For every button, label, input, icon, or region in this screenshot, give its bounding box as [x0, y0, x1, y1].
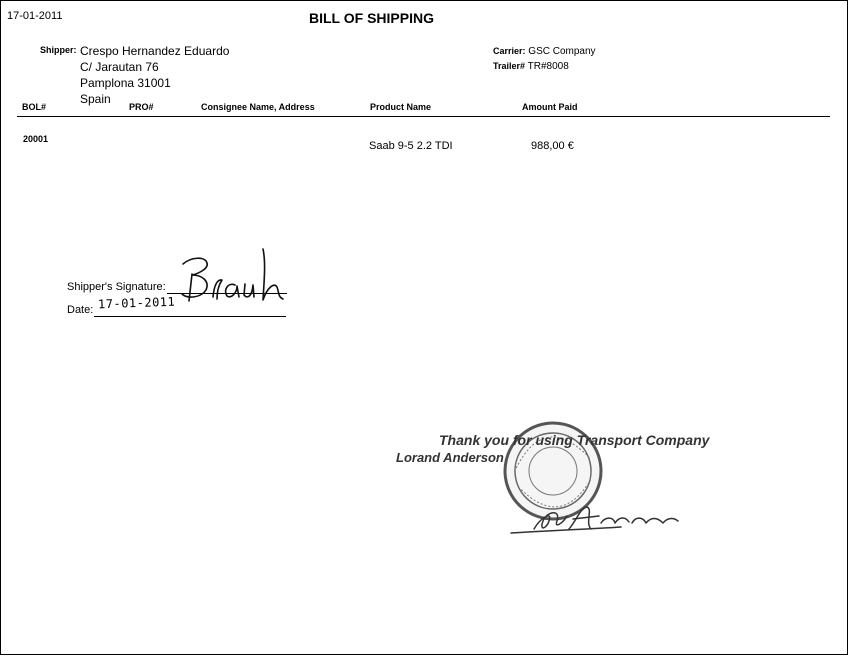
column-header-amount: Amount Paid — [522, 102, 578, 112]
shipper-country: Spain — [80, 92, 111, 106]
carrier-label: Carrier: — [493, 46, 526, 56]
signer-name: Lorand Anderson — [396, 450, 504, 465]
trailer-label: Trailer# — [493, 61, 526, 71]
document-date: 17-01-2011 — [7, 10, 63, 22]
row-bol: 20001 — [23, 134, 49, 144]
column-header-pro: PRO# — [129, 102, 154, 112]
shipper-signature-label: Shipper's Signature: — [67, 281, 166, 293]
shipper-city: Pamplona 31001 — [80, 76, 171, 90]
signature-date-label: Date: — [67, 304, 94, 316]
row-product: Saab 9-5 2.2 TDI — [369, 140, 453, 152]
shipper-label: Shipper: — [40, 45, 77, 55]
shipper-signature-icon — [182, 249, 283, 301]
shipper-street: C/ Jarautan 76 — [80, 60, 159, 74]
trailer-value: TR#8008 — [527, 61, 569, 72]
carrier-value: GSC Company — [528, 46, 596, 57]
thank-you-message: Thank you for using Transport Company — [439, 432, 710, 448]
handwritten-date: 17-01-2011 — [97, 294, 176, 312]
document-title: BILL OF SHIPPING — [309, 10, 434, 26]
ink-overlay — [1, 1, 848, 656]
column-header-product: Product Name — [370, 102, 432, 112]
row-amount: 988,00 € — [531, 140, 574, 152]
column-header-bol: BOL# — [22, 102, 47, 112]
column-header-consignee: Consignee Name, Address — [201, 102, 315, 112]
shipper-name: Crespo Hernandez Eduardo — [80, 44, 230, 58]
